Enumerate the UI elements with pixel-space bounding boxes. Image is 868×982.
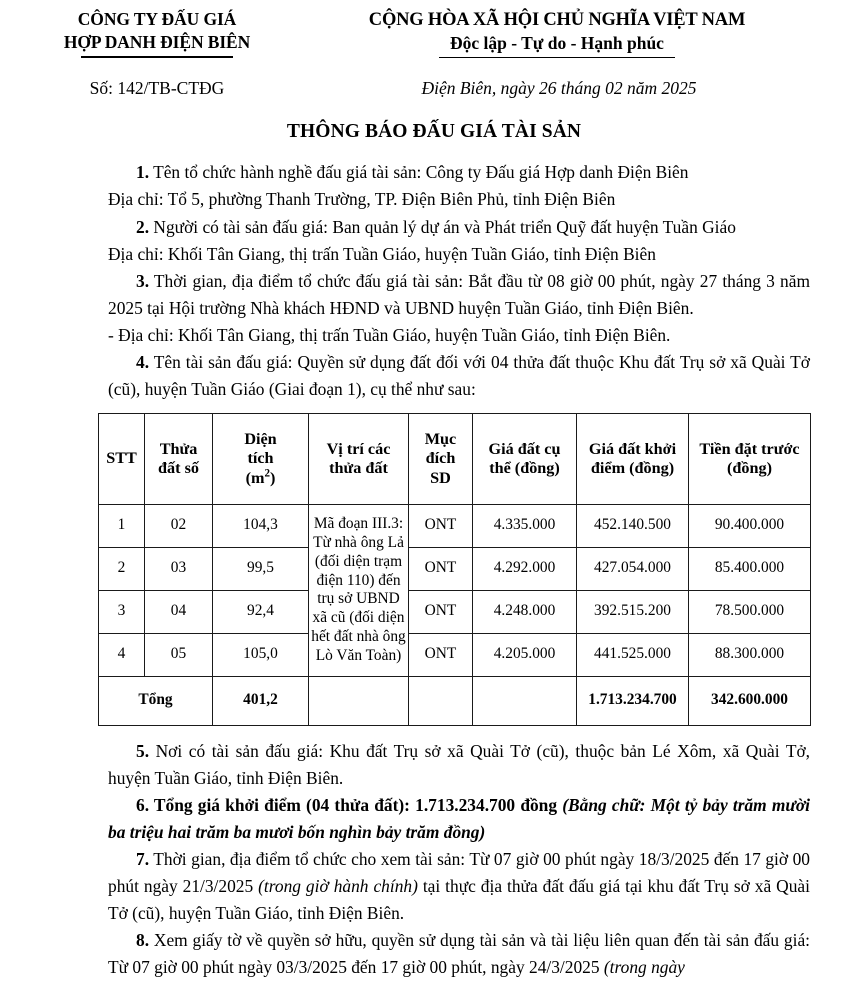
section-2-text: Người có tài sản đấu giá: Ban quản lý dự án và Phát triển Quỹ đất huyện Tuần Giáo [149, 216, 736, 237]
national-motto-line-2: Độc lập - Tự do - Hạnh phúc [450, 33, 664, 54]
cell-gia-khoi-diem: 452.140.500 [577, 504, 689, 547]
cell-thua-dat-so: 03 [145, 547, 213, 590]
cell-total-label: Tổng [99, 676, 213, 725]
cell-thua-dat-so: 05 [145, 633, 213, 676]
table-row [99, 504, 811, 547]
header-dien-tich [213, 413, 309, 504]
header-giakhoidiem-line-2: điểm (đồng) [590, 458, 675, 477]
header-giakhoidiem-line-1: Giá đất khởi [588, 439, 677, 458]
section-2-number: 2. [136, 216, 150, 237]
header-stt: STT [99, 413, 145, 504]
cell-gia-cu-the: 4.335.000 [473, 504, 577, 547]
header-dientich-line-3: (m [245, 468, 265, 487]
header-giacuthe-line-2: thể (đồng) [489, 458, 560, 477]
header-dientich-line-1: Diện [244, 429, 277, 448]
document-number: Số: 142/TB-CTĐG [89, 78, 225, 99]
section-1-text: Tên tổ chức hành nghề đấu giá tài sản: Công ty Đấu giá Hợp danh Điện Biên [149, 162, 689, 183]
section-4 [108, 349, 810, 403]
cell-vi-tri-merged: Mã đoạn III.3: Từ nhà ông Lả (đối diện trạm điện 110) đến trụ sở UBND xã cũ (đối diện hết đất nhà ông Lò Văn Toàn) [309, 504, 409, 676]
national-motto-underline [439, 57, 675, 59]
body-upper [0, 159, 868, 403]
cell-stt: 1 [99, 504, 145, 547]
cell-gia-khoi-diem: 441.525.000 [577, 633, 689, 676]
header-mucdich-line-1: Mục [424, 429, 457, 448]
cell-total-gia-khoi-diem: 1.713.234.700 [577, 676, 689, 725]
table-header-row [99, 413, 811, 504]
table-total-row [99, 676, 811, 725]
header-dientich-line-2: tích [247, 449, 274, 468]
section-5-number: 5. [136, 740, 150, 761]
cell-dien-tich: 105,0 [213, 633, 309, 676]
section-2-address: Địa chỉ: Khối Tân Giang, thị trấn Tuần Giáo, huyện Tuần Giáo, tỉnh Điện Biên [108, 243, 656, 264]
table-row [99, 547, 811, 590]
cell-stt: 3 [99, 590, 145, 633]
cell-muc-dich: ONT [409, 633, 473, 676]
section-7-text-a: Thời gian, địa điểm tổ chức cho xem tài sản: Từ 07 giờ 00 phút ngày 18/3/2025 đến 17 giờ 00 phút ngày 21/3/2025 [108, 849, 810, 897]
national-motto-line-1: CỘNG HÒA XÃ HỘI CHỦ NGHĨA VIỆT NAM [368, 10, 746, 30]
body-lower [0, 738, 868, 982]
cell-total-muc-dich [409, 676, 473, 725]
cell-total-gia-cu-the [473, 676, 577, 725]
section-1-number: 1. [136, 162, 150, 183]
header-mucdich-line-3: SD [430, 468, 451, 487]
organization-underline [81, 56, 233, 58]
cell-muc-dich: ONT [409, 590, 473, 633]
cell-tien-dat-truoc: 90.400.000 [689, 504, 811, 547]
section-5 [108, 738, 810, 792]
header-thua-line-1: Thửa [159, 439, 198, 458]
section-1-address: Địa chỉ: Tổ 5, phường Thanh Trường, TP. Điện Biên Phủ, tỉnh Điện Biên [108, 189, 616, 210]
cell-dien-tich: 92,4 [213, 590, 309, 633]
cell-total-dien-tich: 401,2 [213, 676, 309, 725]
land-lots-table [98, 413, 811, 726]
table-row [99, 633, 811, 676]
section-6-italic-text: (Bằng chữ: Một tỷ bảy trăm mười ba triệu hai trăm ba mươi bốn nghìn bảy trăm đồng) [108, 795, 810, 843]
national-heading [292, 8, 868, 58]
cell-total-tien-dat-truoc: 342.600.000 [689, 676, 811, 725]
cell-gia-cu-the: 4.205.000 [473, 633, 577, 676]
header-vitri-line-1: Vị trí các [326, 439, 391, 458]
header-tiendattruoc-line-1: Tiền đặt trước [699, 439, 800, 458]
cell-gia-khoi-diem: 392.515.200 [577, 590, 689, 633]
section-6 [108, 792, 810, 846]
document-title: THÔNG BÁO ĐẤU GIÁ TÀI SẢN [286, 121, 582, 143]
section-8-italic-note: (trong ngày [603, 957, 685, 978]
place-and-date: Điện Biên, ngày 26 tháng 02 năm 2025 [421, 78, 697, 99]
section-3 [108, 268, 810, 322]
section-3-address: - Địa chỉ: Khối Tân Giang, thị trấn Tuần Giáo, huyện Tuần Giáo, tỉnh Điện Biên. [108, 324, 671, 345]
section-1 [108, 159, 810, 186]
header-thua-line-2: đất số [158, 458, 199, 477]
header-gia-dat-cu-the [473, 413, 577, 504]
cell-muc-dich: ONT [409, 547, 473, 590]
cell-dien-tich: 104,3 [213, 504, 309, 547]
section-8 [108, 927, 810, 981]
section-7 [108, 846, 810, 927]
section-7-number: 7. [136, 849, 150, 870]
header-dientich-line-4: ) [269, 468, 276, 487]
section-3-text: Thời gian, địa điểm tổ chức đấu giá tài sản: Bắt đầu từ 08 giờ 00 phút, ngày 27 tháng 3 năm 2025 tại Hội trường Nhà khách HĐND và UBND huyện Tuần Giáo, tỉnh Điện Biên. [108, 270, 810, 318]
section-3-number: 3. [136, 270, 150, 291]
cell-gia-cu-the: 4.292.000 [473, 547, 577, 590]
section-8-number: 8. [136, 930, 150, 951]
header-tien-dat-truoc [689, 413, 811, 504]
section-5-text: Nơi có tài sản đấu giá: Khu đất Trụ sở xã Quài Tở (cũ), thuộc bản Lé Xôm, xã Quài Tở, huyện Tuần Giáo, tỉnh Điện Biên. [108, 740, 810, 789]
issuing-organization [0, 8, 292, 58]
header-vitri-line-2: thửa đất [329, 458, 388, 477]
cell-gia-cu-the: 4.248.000 [473, 590, 577, 633]
header-muc-dich-sd [409, 413, 473, 504]
cell-stt: 4 [99, 633, 145, 676]
section-4-text: Tên tài sản đấu giá: Quyền sử dụng đất đối với 04 thửa đất thuộc Khu đất Trụ sở xã Quài Tở (cũ), huyện Tuần Giáo (Giai đoạn 1), cụ thể như sau: [108, 351, 810, 399]
land-lots-table-wrapper [0, 413, 868, 726]
cell-thua-dat-so: 04 [145, 590, 213, 633]
header-giacuthe-line-1: Giá đất cụ [488, 439, 561, 458]
organization-line-2: HỢP DANH ĐIỆN BIÊN [63, 32, 251, 53]
header-vi-tri [309, 413, 409, 504]
organization-line-1: CÔNG TY ĐẤU GIÁ [77, 9, 237, 29]
header-tiendattruoc-line-2: (đồng) [727, 458, 772, 477]
header-dientich-superscript: 2 [264, 467, 270, 480]
section-6-number: 6. [136, 795, 150, 816]
table-row [99, 590, 811, 633]
header-mucdich-line-2: đích [425, 449, 456, 468]
cell-tien-dat-truoc: 88.300.000 [689, 633, 811, 676]
section-2 [108, 214, 810, 241]
cell-muc-dich: ONT [409, 504, 473, 547]
section-6-bold-text: Tổng giá khởi điểm (04 thửa đất): 1.713.234.700 đồng [149, 795, 563, 816]
section-8-text-a: Xem giấy tờ về quyền sở hữu, quyền sử dụng tài sản và tài liệu liên quan đến tài sản đấu giá: Từ 07 giờ 00 phút ngày 03/3/2025 đến 17 giờ 00 phút, ngày 24/3/2025 [108, 930, 810, 978]
cell-tien-dat-truoc: 85.400.000 [689, 547, 811, 590]
header-gia-dat-khoi-diem [577, 413, 689, 504]
cell-dien-tich: 99,5 [213, 547, 309, 590]
section-4-number: 4. [136, 351, 150, 372]
masthead [0, 0, 868, 58]
number-and-date-row [0, 78, 868, 99]
cell-gia-khoi-diem: 427.054.000 [577, 547, 689, 590]
header-thua-dat-so [145, 413, 213, 504]
section-7-text-b: tại thực địa thửa đất đấu giá tại khu đất Trụ sở xã Quài Tở (cũ), huyện Tuần Giáo, tỉnh Điện Biên. [108, 876, 810, 924]
cell-thua-dat-so: 02 [145, 504, 213, 547]
cell-tien-dat-truoc: 78.500.000 [689, 590, 811, 633]
section-7-italic-note: (trong giờ hành chính) [258, 876, 418, 897]
cell-total-vi-tri [309, 676, 409, 725]
cell-stt: 2 [99, 547, 145, 590]
